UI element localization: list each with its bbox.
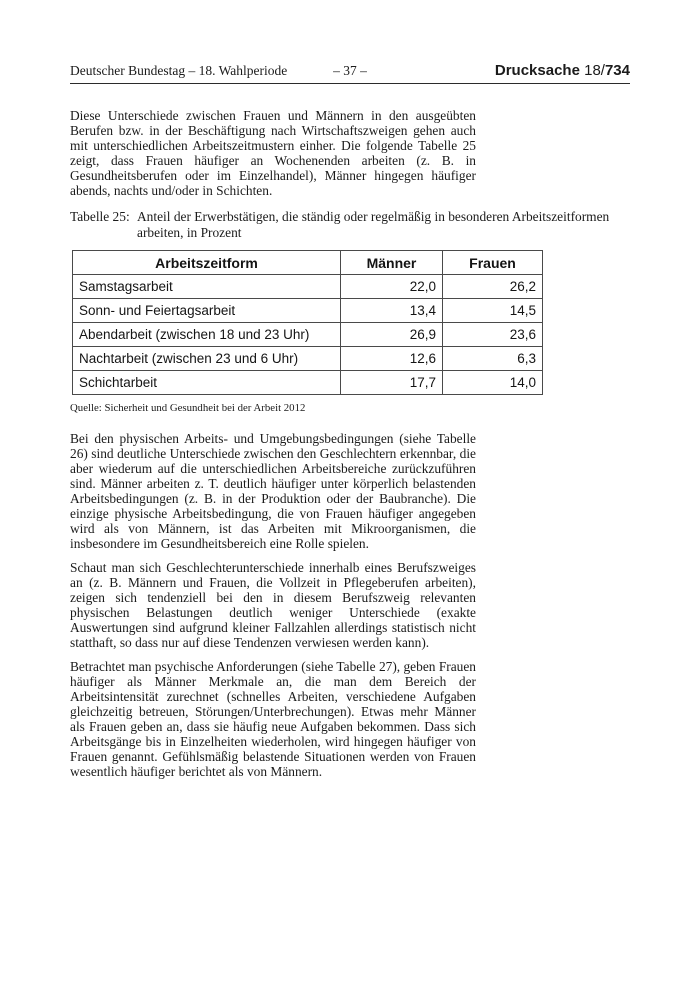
cell-maenner: 26,9: [341, 323, 443, 347]
cell-frauen: 14,0: [443, 371, 543, 395]
table-row: [73, 275, 543, 299]
column-header-maenner: Männer: [341, 251, 443, 275]
paragraph-occupation-comparison: Schaut man sich Geschlechterunterschiede innerhalb eines Berufszweiges an (z. B. Männern und Frauen, die Vollzeit in Pflegeberufen arbeiten), zeigen sich tendenziell bei den in diesem Berufszweig relevanten physischen Belastungen deutlich weniger Unterschiede (exakte Auswertungen sind aufgrund kleiner Fallzahlen allerdings statistisch nicht statthaft, so dass nur auf diese Tendenzen verwiesen werden kann).: [70, 560, 476, 650]
source-note: Quelle: Sicherheit und Gesundheit bei der Arbeit 2012: [70, 402, 306, 414]
row-label: Schichtarbeit: [73, 371, 341, 395]
cell-maenner: 12,6: [341, 347, 443, 371]
cell-maenner: 17,7: [341, 371, 443, 395]
table-row: [73, 299, 543, 323]
paragraph-psychological-demands: Betrachtet man psychische Anforderungen (siehe Tabelle 27), geben Frauen häufiger als Männer Merkmale an, die man dem Bereich der Arbeitsintensität zurechnet (schnelles Arbeiten, verschiedene Aufgaben gleichzeitig betreuen, Störungen/Unterbrechungen). Etwas mehr Männer als Frauen geben an, dass sie häufig neue Aufgaben bekommen. Dass sich Arbeitsgänge bis in Einzelheiten wiederholen, wird hingegen häufiger von Frauen genannt. Gefühlsmäßig belastende Situationen werden von Frauen wesentlich häufiger berichtet als von Männern.: [70, 659, 476, 779]
cell-maenner: 22,0: [341, 275, 443, 299]
cell-frauen: 26,2: [443, 275, 543, 299]
paragraph-physical-conditions: Bei den physischen Arbeits- und Umgebungsbedingungen (siehe Tabelle 26) sind deutliche Unterschiede zwischen den Geschlechtern erkennbar, die aber wiederum auf die unterschiedlichen Arbeitsbereiche zurückzuführen sind. Männer arbeiten z. T. deutlich häufiger unter körperlich belastenden Arbeitsbedingungen (z. B. in der Produktion oder der Baubranche). Die einzige physische Arbeitsbedingung, die von Frauen häufiger angegeben wird als von Männern, ist das Arbeiten mit Mikroorganismen, die insbesondere im Gesundheitsbereich eine Rolle spielen.: [70, 431, 476, 551]
doc-number-prefix: 18/: [584, 62, 605, 79]
doc-number: 734: [604, 62, 630, 79]
row-label: Nachtarbeit (zwischen 23 und 6 Uhr): [73, 347, 341, 371]
header-doc-reference: [367, 62, 630, 79]
table-row: [73, 371, 543, 395]
row-label: Samstagsarbeit: [73, 275, 341, 299]
table-row: [73, 347, 543, 371]
column-header-frauen: Frauen: [443, 251, 543, 275]
row-label: Abendarbeit (zwischen 18 und 23 Uhr): [73, 323, 341, 347]
drucksache-label: Drucksache: [494, 62, 580, 79]
cell-frauen: 14,5: [443, 299, 543, 323]
table-caption-label: Tabelle 25:: [70, 209, 130, 224]
page-header: [70, 62, 630, 84]
paragraph-intro: Diese Unterschiede zwischen Frauen und Männern in den ausgeübten Berufen bzw. in der Beschäftigung nach Wirtschaftszweigen gehen auch mit unterschiedlichen Arbeitszeitmustern einher. Die folgende Tabelle 25 zeigt, dass Frauen häufiger an Wochenenden arbeiten (z. B. in Gesundheitsberufen oder im Einzelhandel), Männer hingegen häufiger abends, nachts und/oder in Schichten.: [70, 108, 476, 198]
worktime-table: [72, 250, 543, 395]
cell-frauen: 23,6: [443, 323, 543, 347]
cell-frauen: 6,3: [443, 347, 543, 371]
row-label: Sonn- und Feiertagsarbeit: [73, 299, 341, 323]
table-row: [73, 323, 543, 347]
table-caption-text: Anteil der Erwerbstätigen, die ständig oder regelmäßig in besonderen Arbeitszeitformen arbeiten, in Prozent: [137, 209, 610, 240]
table-header-row: [73, 251, 543, 275]
table-caption: [70, 209, 630, 240]
cell-maenner: 13,4: [341, 299, 443, 323]
column-header-arbeitszeitform: Arbeitszeitform: [73, 251, 341, 275]
header-page-number: – 37 –: [333, 63, 367, 78]
header-left-text: Deutscher Bundestag – 18. Wahlperiode: [70, 63, 288, 78]
